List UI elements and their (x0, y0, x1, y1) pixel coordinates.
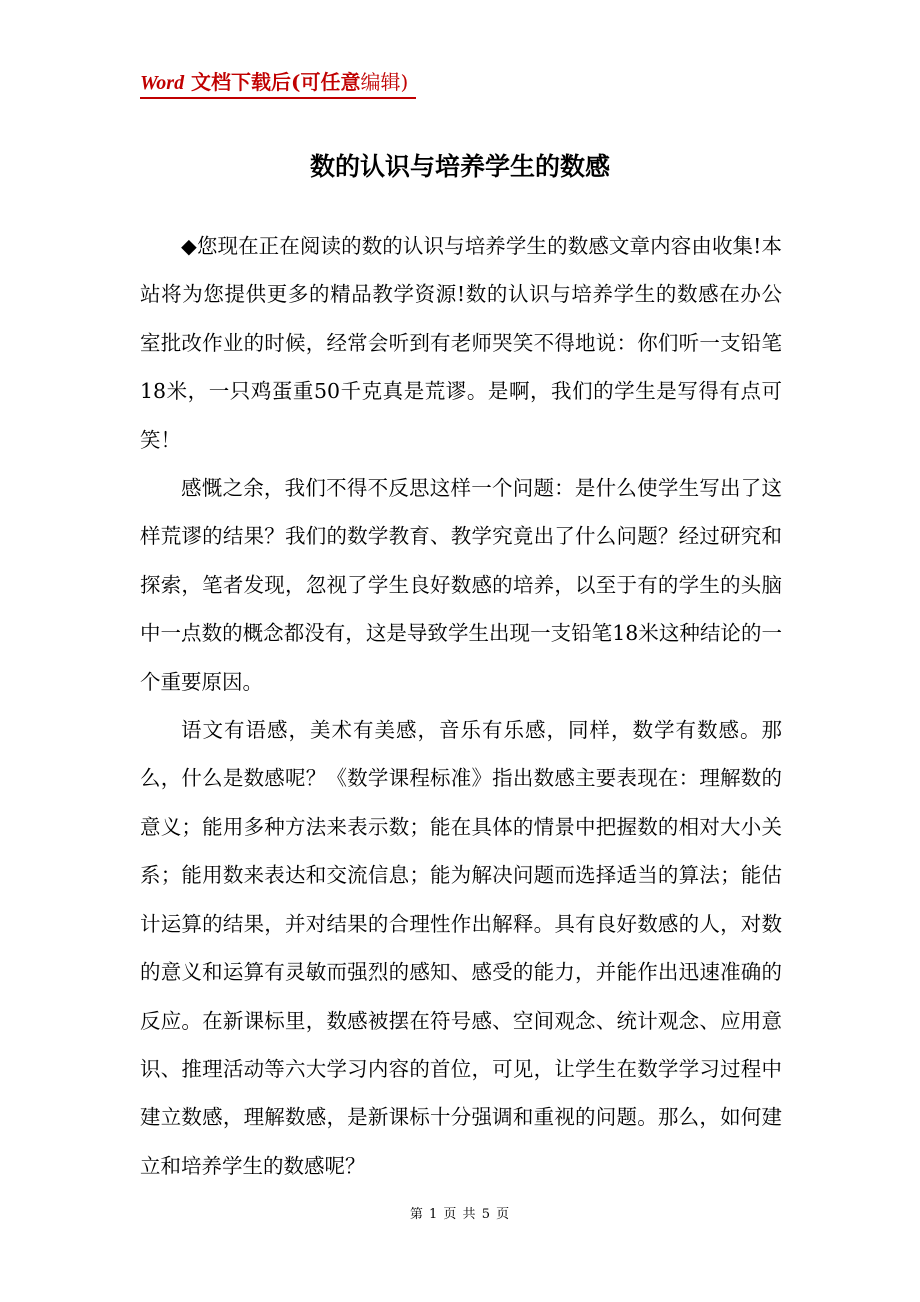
paragraph: 感慨之余，我们不得不反思这样一个问题：是什么使学生写出了这样荒谬的结果？我们的数学教育、教学究竟出了什么问题？经过研究和探索，笔者发现，忽视了学生良好数感的培养，以至于有的学生的头脑中一点数的概念都没有，这是导致学生出现一支铅笔18米这种结论的一个重要原因。 (140, 476, 782, 694)
header-label-bold: 文档下载后(可任意 (184, 70, 361, 94)
header-label-normal: 编辑) (360, 70, 409, 94)
header-word: Word (140, 72, 185, 94)
document-body (140, 222, 782, 1190)
paragraph: 语文有语感，美术有美感，音乐有乐感，同样，数学有数感。那么，什么是数感呢？《数学课程标准》指出数感主要表现在：理解数的意义；能用多种方法来表示数；能在具体的情景中把握数的相对大小关系；能用数来表达和交流信息；能为解决问题而选择适当的算法；能估计运算的结果，并对结果的合理性作出解释。具有良好数感的人，对数的意义和运算有灵敏而强烈的感知、感受的能力，并能作出迅速准确的反应。在新课标里，数感被摆在符号感、空间观念、统计观念、应用意识、推理活动等六大学习内容的首位，可见，让学生在数学学习过程中建立数感，理解数感，是新课标十分强调和重视的问题。那么，如何建立和培养学生的数感呢？ (140, 718, 782, 1178)
document-title: 数的认识与培养学生的数感 (309, 152, 610, 181)
paragraph: ◆您现在正在阅读的数的认识与培养学生的数感文章内容由收集!本站将为您提供更多的精品教学资源!数的认识与培养学生的数感在办公室批改作业的时候，经常会听到有老师哭笑不得地说：你们听一支铅笔18米，一只鸡蛋重50千克真是荒谬。是啊，我们的学生是写得有点可笑！ (140, 234, 782, 452)
page-footer: 第 1 页 共 5 页 (409, 1207, 511, 1222)
document-header (140, 68, 416, 99)
